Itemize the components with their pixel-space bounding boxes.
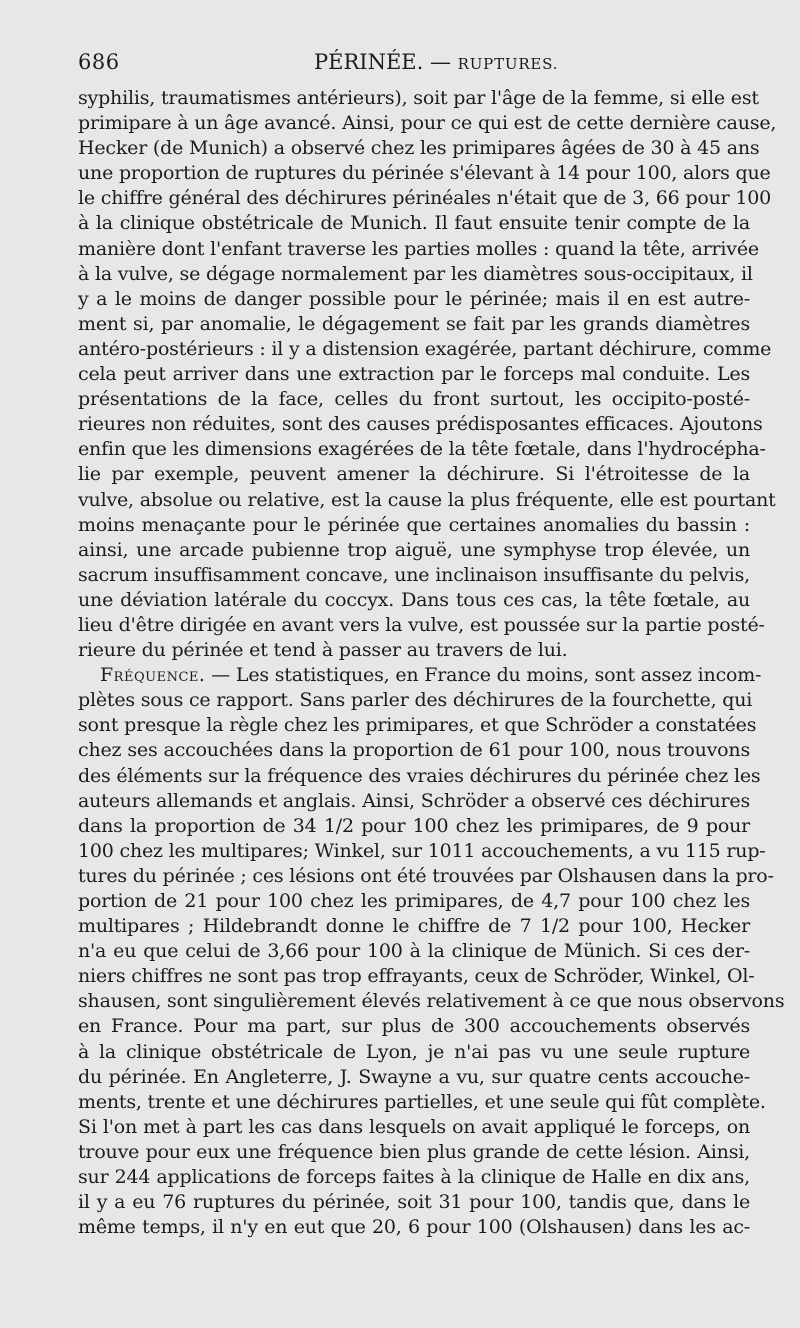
text-line: dans la proportion de 34 1/2 pour 100 chez les primipares, de 9 pour (78, 814, 750, 837)
text-line: antéro-postérieurs : il y a distension exagérée, partant déchirure, comme (78, 337, 772, 360)
text-line: lie par exemple, peuvent amener la déchirure. Si l'étroitesse de la (78, 463, 750, 486)
text-line: sacrum insuffisamment concave, une inclinaison insuffisante du pelvis, (78, 563, 750, 586)
text-line: trouve pour eux une fréquence bien plus grande de cette lésion. Ainsi, (78, 1140, 750, 1163)
text-line: du périnée. En Angleterre, J. Swayne a vu, sur quatre cents accouche- (78, 1065, 750, 1088)
text-line: même temps, il n'y en eut que 20, 6 pour 100 (Olshausen) dans les ac- (78, 1216, 750, 1239)
text-line: une proportion de ruptures du périnée s'élevant à 14 pour 100, alors que (78, 162, 771, 185)
text-line: vulve, absolue ou relative, est la cause la plus fréquente, elle est pourtant (78, 488, 776, 511)
text-line: à la vulve, se dégage normalement par les diamètres sous-occipitaux, il (78, 262, 753, 285)
text-line: une déviation latérale du coccyx. Dans tous ces cas, la tête fœtale, au (78, 588, 750, 611)
text-line: Hecker (de Munich) a observé chez les primipares âgées de 30 à 45 ans (78, 137, 760, 160)
text-line: en France. Pour ma part, sur plus de 300 accouchements observés (78, 1015, 750, 1038)
running-head-subtitle: RUPTURES. (457, 55, 559, 73)
text-line: 100 chez les multipares; Winkel, sur 1011 accouchements, a vu 115 rup- (78, 839, 766, 862)
text-line: manière dont l'enfant traverse les parties molles : quand la tête, arrivée (78, 237, 759, 260)
running-head-title: PÉRINÉE. — (314, 50, 458, 74)
text-line: sur 244 applications de forceps faites à la clinique de Halle en dix ans, (78, 1166, 750, 1189)
text-line: cela peut arriver dans une extraction par le forceps mal conduite. Les (78, 363, 750, 386)
text-line: moins menaçante pour le périnée que certaines anomalies du bassin : (78, 513, 750, 536)
text-line: Si l'on met à part les cas dans lesquels on avait appliqué le forceps, on (78, 1115, 750, 1138)
text-line: tures du périnée ; ces lésions ont été trouvées par Olshausen dans la pro- (78, 864, 774, 887)
page-number: 686 (78, 50, 120, 74)
text-line: niers chiffres ne sont pas trop effrayants, ceux de Schröder, Winkel, Ol- (78, 965, 755, 988)
text-line: enfin que les dimensions exagérées de la tête fœtale, dans l'hydrocépha- (78, 438, 766, 461)
text-line: sont presque la règle chez les primipares, et que Schröder a constatées (78, 714, 757, 737)
text-line: shausen, sont singulièrement élevés relativement à ce que nous observons (78, 990, 785, 1013)
text-line: il y a eu 76 ruptures du périnée, soit 31 pour 100, tandis que, dans le (78, 1191, 750, 1214)
text-line: ainsi, une arcade pubienne trop aiguë, une symphyse trop élevée, un (78, 538, 750, 561)
text-line: primipare à un âge avancé. Ainsi, pour ce qui est de cette dernière cause, (78, 112, 777, 135)
text-line: auteurs allemands et anglais. Ainsi, Schröder a observé ces déchirures (78, 789, 750, 812)
text-line: rieures non réduites, sont des causes prédisposantes efficaces. Ajoutons (78, 413, 763, 436)
text-line: à la clinique obstétricale de Lyon, je n'ai pas vu une seule rupture (78, 1040, 750, 1063)
text-line: portion de 21 pour 100 chez les primipares, de 4,7 pour 100 chez les (78, 890, 750, 912)
running-head (314, 50, 558, 74)
section-first-line-text: — Les statistiques, en France du moins, sont assez incom- (205, 664, 762, 687)
text-line: rieure du périnée et tend à passer au travers de lui. (78, 639, 568, 662)
page-header (78, 50, 750, 80)
text-line: syphilis, traumatismes antérieurs), soit par l'âge de la femme, si elle est (78, 87, 759, 109)
text-line: lieu d'être dirigée en avant vers la vulve, est poussée sur la partie posté- (78, 613, 765, 636)
section-heading: Fréquence. (100, 664, 206, 687)
text-line: ment si, par anomalie, le dégagement se fait par les grands diamètres (78, 312, 750, 335)
text-line: multipares ; Hildebrandt donne le chiffre de 7 1/2 pour 100, Hecker (78, 915, 750, 938)
text-line: ments, trente et une déchirures partielles, et une seule qui fût complète. (78, 1090, 766, 1113)
text-line: plètes sous ce rapport. Sans parler des déchirures de la fourchette, qui (78, 689, 753, 712)
text-line: chez ses accouchées dans la proportion de 61 pour 100, nous trouvons (78, 739, 750, 762)
body-text (78, 86, 785, 1240)
text-line: à la clinique obstétricale de Munich. Il faut ensuite tenir compte de la (78, 212, 750, 235)
text-line: des éléments sur la fréquence des vraies déchirures du périnée chez les (78, 764, 761, 787)
section-first-line (78, 663, 762, 688)
text-line: y a le moins de danger possible pour le périnée; mais il en est autre- (78, 287, 750, 310)
text-line: n'a eu que celui de 3,66 pour 100 à la clinique de Münich. Si ces der- (78, 940, 750, 963)
text-line: le chiffre général des déchirures périnéales n'était que de 3, 66 pour 100 (78, 187, 771, 210)
text-line: présentations de la face, celles du front surtout, les occipito-posté- (78, 388, 750, 411)
